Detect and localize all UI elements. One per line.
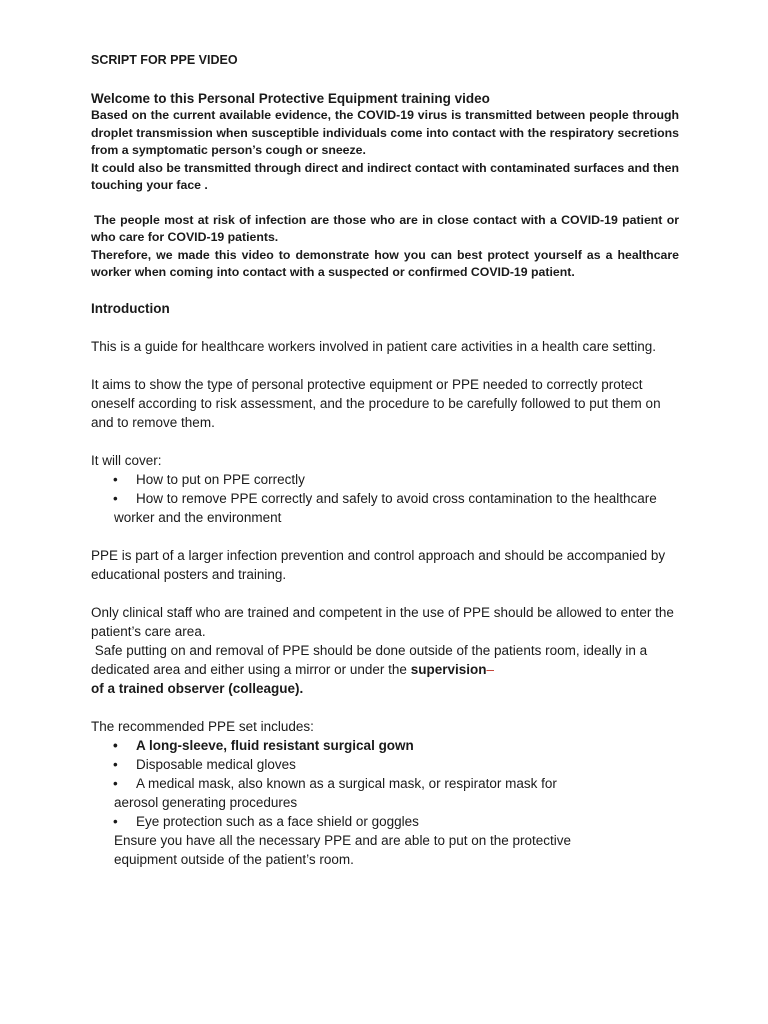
- bullet-icon: •: [113, 471, 118, 487]
- list-item: [91, 812, 679, 831]
- supervision-word: supervision: [410, 661, 487, 677]
- list-item-text: A medical mask, also known as a surgical mask, or respirator mask for: [136, 775, 557, 791]
- list-item: [91, 736, 679, 755]
- list-item-text: How to put on PPE correctly: [136, 471, 305, 487]
- recommended-label: The recommended PPE set includes:: [91, 718, 314, 734]
- paragraph-purpose: Therefore, we made this video to demonstrate how you can best protect yourself as a healthcare worker when coming into contact with a suspected or confirmed COVID-19 patient.: [91, 247, 679, 279]
- ppe-list: [91, 736, 679, 831]
- document-title: SCRIPT FOR PPE VIDEO: [91, 53, 238, 67]
- list-item: [91, 755, 679, 774]
- list-item: [91, 774, 679, 812]
- list-item-continuation: aerosol generating procedures: [114, 794, 298, 810]
- bullet-icon: •: [113, 737, 118, 753]
- paragraph-only-staff: Only clinical staff who are trained and competent in the use of PPE should be allowed to enter the patient’s care area.: [91, 604, 674, 639]
- list-item-text: Disposable medical gloves: [136, 756, 296, 772]
- list-item-text: Eye protection such as a face shield or goggles: [136, 813, 419, 829]
- list-item-text: A long-sleeve, fluid resistant surgical gown: [136, 737, 414, 753]
- paragraph-ensure: Ensure you have all the necessary PPE and are able to put on the protective: [114, 832, 572, 848]
- list-item: [91, 470, 679, 489]
- list-item: [91, 489, 679, 527]
- list-item-text: How to remove PPE correctly and safely to avoid cross contamination to the healthcare: [136, 490, 657, 506]
- introduction-heading: Introduction: [91, 300, 170, 316]
- document-page: [91, 52, 679, 869]
- paragraph-safe-putting: [91, 641, 679, 679]
- paragraph-ppe-part: PPE is part of a larger infection prevention and control approach and should be accompanied by educational posters and training.: [91, 547, 666, 582]
- paragraph-transmission: Based on the current available evidence, the COVID-19 virus is transmitted between people through droplet transmission when susceptible individuals come into contact with the respiratory secretions from a symptomatic person’s cough or sneeze.: [91, 108, 679, 157]
- safe-putting-text: Safe putting on and removal of PPE should be done outside of the patients room, ideally in a dedicated area and either using a mirror or under the: [91, 642, 648, 677]
- bullet-icon: •: [113, 813, 118, 829]
- intro-paragraph-aims: It aims to show the type of personal protective equipment or PPE needed to correctly protect oneself according to risk assessment, and the procedure to be carefully followed to put them on and to remove them.: [91, 376, 661, 430]
- bullet-icon: •: [113, 490, 118, 506]
- cover-label: It will cover:: [91, 452, 162, 468]
- intro-paragraph-guide: This is a guide for healthcare workers involved in patient care activities in a health care setting.: [91, 338, 657, 354]
- paragraph-ensure-cont: equipment outside of the patient’s room.: [114, 851, 354, 867]
- list-item-continuation: worker and the environment: [114, 509, 282, 525]
- bullet-icon: •: [113, 775, 118, 791]
- welcome-heading: Welcome to this Personal Protective Equipment training video: [91, 91, 490, 106]
- paragraph-risk: The people most at risk of infection are those who are in close contact with a COVID-19 patient or who care for COVID-19 patients.: [91, 212, 679, 244]
- paragraph-observer: of a trained observer (colleague).: [91, 680, 304, 696]
- bullet-icon: •: [113, 756, 118, 772]
- paragraph-contact: It could also be transmitted through direct and indirect contact with contaminated surfaces and then touching your face .: [91, 160, 679, 192]
- cover-list: [91, 470, 679, 527]
- edit-mark-icon: –: [486, 661, 495, 677]
